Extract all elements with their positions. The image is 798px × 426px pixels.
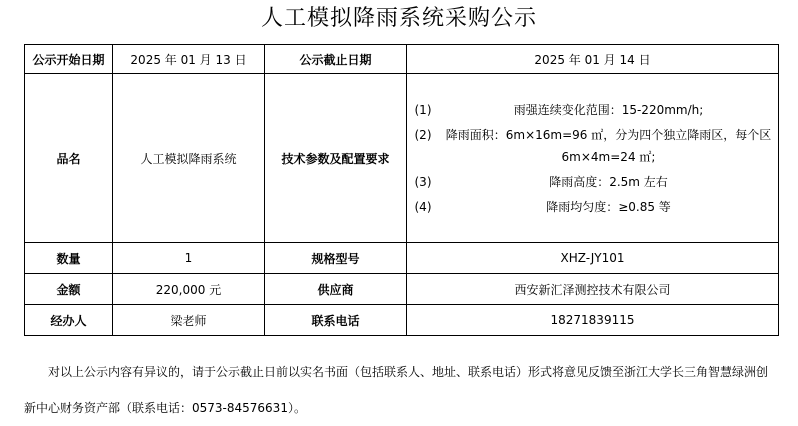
- supplier-label: 供应商: [265, 274, 407, 305]
- end-date-label: 公示截止日期: [265, 45, 407, 74]
- phone-value: 18271839115: [407, 305, 779, 336]
- spec-item: [407, 196, 778, 218]
- table-row: [25, 274, 779, 305]
- spec-list: [407, 74, 779, 243]
- item-value: 人工模拟降雨系统: [113, 74, 265, 243]
- handler-label: 经办人: [25, 305, 113, 336]
- start-date-label: 公示开始日期: [25, 45, 113, 74]
- model-label: 规格型号: [265, 243, 407, 274]
- amount-label: 金额: [25, 274, 113, 305]
- spec-label: 技术参数及配置要求: [265, 74, 407, 243]
- supplier-value: 西安新汇泽测控技术有限公司: [407, 274, 779, 305]
- announcement-table: [24, 44, 779, 336]
- spec-item: [407, 171, 778, 193]
- spec-text: 雨强连续变化范围：15-220mm/h;: [513, 102, 704, 117]
- table-row: [25, 74, 779, 243]
- objection-note: 对以上公示内容有异议的，请于公示截止日前以实名书面（包括联系人、地址、联系电话）形式将意见反馈至浙江大学长三角智慧绿洲创新中心财务资产部（联系电话：0573-84576631）。: [24, 365, 769, 415]
- spec-item: [407, 99, 778, 121]
- end-date-value: 2025 年 01 月 14 日: [407, 45, 779, 74]
- spec-number: (3): [414, 174, 432, 189]
- spec-text: 降雨高度：2.5m 左右: [549, 174, 668, 189]
- quantity-value: 1: [113, 243, 265, 274]
- table-row: [25, 243, 779, 274]
- model-value: XHZ-JY101: [407, 243, 779, 274]
- table-row: [25, 45, 779, 74]
- table-row: [25, 305, 779, 336]
- start-date-value: 2025 年 01 月 13 日: [113, 45, 265, 74]
- page-title: 人工模拟降雨系统采购公示: [260, 6, 537, 31]
- amount-value: 220,000 元: [113, 274, 265, 305]
- spec-item: [407, 124, 778, 168]
- spec-number: (4): [414, 199, 432, 214]
- spec-number: (2): [414, 127, 432, 142]
- phone-label: 联系电话: [265, 305, 407, 336]
- spec-text: 降雨均匀度：≥0.85 等: [546, 199, 671, 214]
- quantity-label: 数量: [25, 243, 113, 274]
- spec-number: (1): [414, 102, 432, 117]
- spec-text: 降雨面积：6m×16m=96 ㎡，分为四个独立降雨区，每个区 6m×4m=24 ㎡;: [445, 127, 772, 164]
- item-label: 品名: [25, 74, 113, 243]
- handler-value: 梁老师: [113, 305, 265, 336]
